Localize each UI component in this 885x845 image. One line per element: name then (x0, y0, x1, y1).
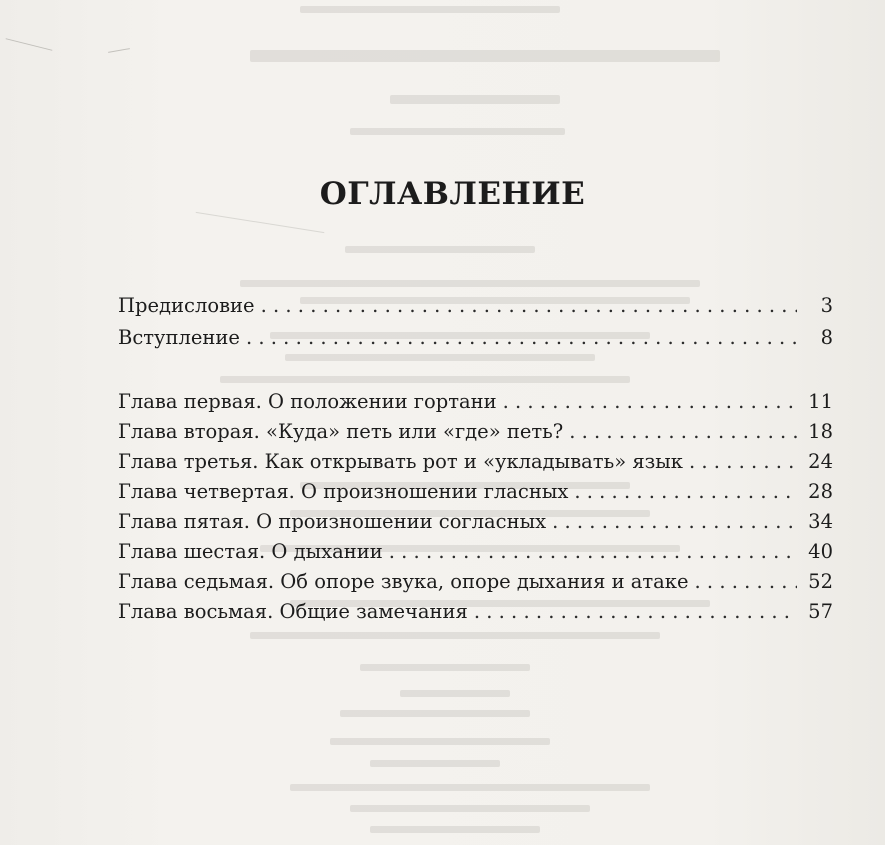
paper-mark (196, 212, 325, 233)
paper-mark (6, 38, 53, 51)
toc-entry-label: Глава седьмая. Об опоре звука, опоре дыхания и атаке (118, 570, 689, 593)
dot-leader (474, 600, 797, 623)
dot-leader (503, 390, 797, 413)
toc-entry-label: Глава третья. Как открывать рот и «укладывать» язык (118, 450, 683, 473)
toc-page-number: 52 (808, 570, 833, 593)
dot-leader (689, 450, 797, 473)
toc-page-number: 3 (820, 294, 833, 317)
toc-page-number: 40 (808, 540, 833, 563)
dot-leader (246, 326, 797, 349)
dot-leader (569, 420, 797, 443)
toc-entry-chapter-5[interactable] (118, 510, 833, 538)
paper-mark (108, 48, 130, 53)
dot-leader (695, 570, 797, 593)
toc-entry-chapter-3[interactable] (118, 450, 833, 478)
toc-entry-label: Вступление (118, 326, 240, 349)
toc-entry-label: Глава пятая. О произношении согласных (118, 510, 547, 533)
toc-entry-label: Глава восьмая. Общие замечания (118, 600, 468, 623)
toc-entry-chapter-2[interactable] (118, 420, 833, 448)
dot-leader (389, 540, 797, 563)
toc-entry-chapter-4[interactable] (118, 480, 833, 508)
dot-leader (261, 294, 797, 317)
toc-page-number: 57 (808, 600, 833, 623)
toc-entry-label: Глава шестая. О дыхании (118, 540, 383, 563)
toc-entry-preface[interactable] (118, 294, 833, 322)
dot-leader (552, 510, 797, 533)
toc-page-number: 11 (808, 390, 833, 413)
toc-entry-chapter-6[interactable] (118, 540, 833, 568)
toc-page-number: 28 (808, 480, 833, 503)
toc-page-number: 34 (808, 510, 833, 533)
toc-page-number: 18 (808, 420, 833, 443)
page-title: ОГЛАВЛЕНИЕ (319, 176, 586, 212)
toc-entry-label: Глава первая. О положении гортани (118, 390, 497, 413)
toc-entry-chapter-8[interactable] (118, 600, 833, 628)
dot-leader (574, 480, 797, 503)
toc-page-number: 8 (820, 326, 833, 349)
toc-page-number: 24 (808, 450, 833, 473)
toc-entry-label: Глава вторая. «Куда» петь или «где» петь? (118, 420, 564, 443)
toc-entry-chapter-1[interactable] (118, 390, 833, 418)
toc-entry-introduction[interactable] (118, 326, 833, 354)
toc-entry-label: Предисловие (118, 294, 255, 317)
toc-entry-chapter-7[interactable] (118, 570, 833, 598)
toc-entry-label: Глава четвертая. О произношении гласных (118, 480, 569, 503)
